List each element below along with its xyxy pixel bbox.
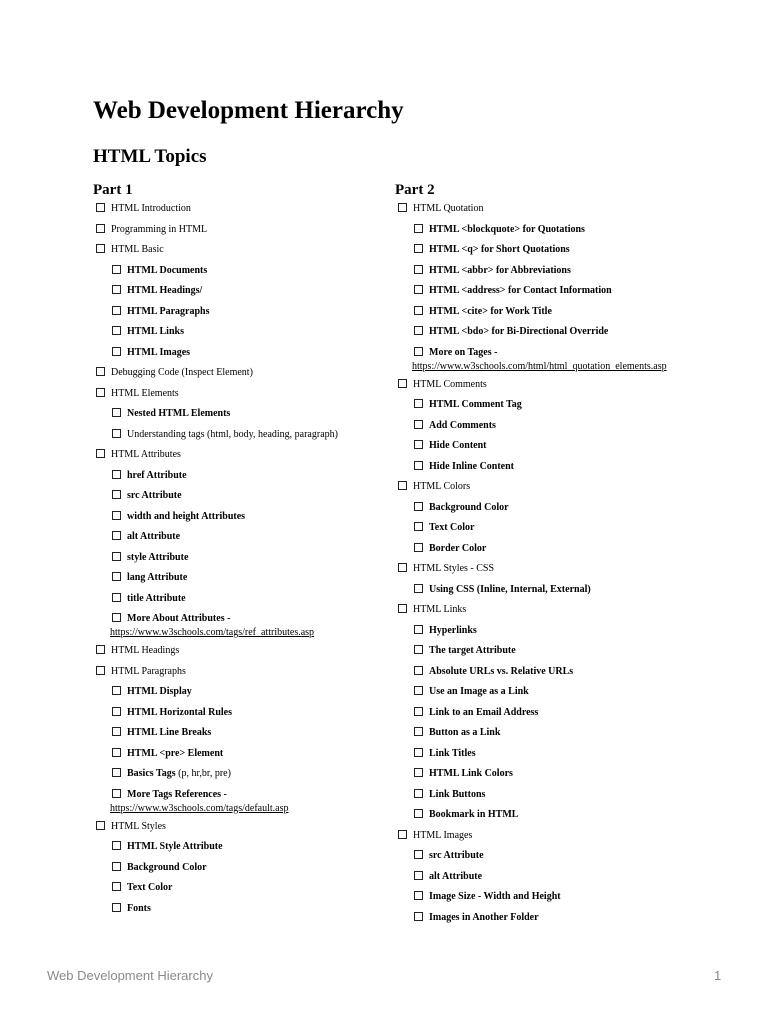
item-note: (p, hr,br, pre) [175, 768, 231, 779]
checklist-row [414, 461, 514, 472]
checklist-item [93, 469, 393, 490]
checklist-item [395, 911, 695, 932]
checklist-row [112, 572, 187, 583]
item-label: lang Attribute [127, 572, 188, 583]
item-label: Debugging Code (Inspect Element) [111, 367, 253, 378]
checklist-row [112, 511, 245, 522]
reference-link[interactable]: https://www.w3schools.com/tags/default.asp [110, 802, 289, 814]
item-label: Fonts [127, 902, 151, 914]
checkbox[interactable] [398, 563, 407, 572]
checkbox[interactable] [96, 449, 105, 458]
checklist-item [93, 530, 393, 551]
checklist-item [395, 521, 695, 542]
checklist-item [395, 562, 695, 583]
checkbox[interactable] [414, 265, 423, 274]
checklist-row [112, 408, 230, 419]
checklist-item [93, 284, 393, 305]
checklist-row [414, 686, 529, 697]
checklist-row [96, 388, 179, 399]
item-label: HTML Comments [413, 378, 487, 390]
checklist-item [93, 820, 393, 841]
checklist-item [395, 243, 695, 264]
checklist-item [93, 428, 393, 449]
checkbox[interactable] [112, 490, 121, 499]
item-label: HTML <bdo> for Bi-Directional Override [429, 326, 609, 337]
checklist-row [96, 224, 207, 235]
item-label: Hide Inline Content [429, 460, 515, 472]
item-label: HTML Horizontal Rules [127, 706, 232, 718]
item-label: HTML <blockquote> for Quotations [429, 223, 585, 235]
checklist-row [414, 285, 612, 296]
checkbox[interactable] [414, 707, 423, 716]
item-label: HTML Comment Tag [429, 399, 522, 410]
checklist-item [395, 480, 695, 501]
reference-link[interactable]: https://www.w3schools.com/tags/ref_attributes.asp [110, 627, 315, 638]
checklist-row [414, 625, 477, 636]
checklist-item [93, 881, 393, 902]
checklist-row [414, 244, 570, 255]
checklist-row [112, 789, 227, 800]
checklist-item [93, 902, 393, 923]
checkbox[interactable] [112, 531, 121, 540]
checklist-item [395, 726, 695, 747]
checklist-row [96, 645, 179, 656]
checklist [395, 202, 695, 931]
item-label: HTML Display [127, 686, 192, 697]
checklist-row [112, 429, 338, 440]
item-label: HTML Paragraphs [111, 665, 186, 677]
footer-title: Web Development Hierarchy [47, 968, 213, 983]
item-label: Add Comments [429, 419, 496, 431]
item-label: Use an Image as a Link [429, 686, 529, 697]
checklist-item [93, 305, 393, 326]
checkbox[interactable] [414, 891, 423, 900]
checklist-item [395, 542, 695, 563]
checklist-item [395, 603, 695, 624]
checkbox[interactable] [414, 440, 423, 449]
checklist-item [395, 644, 695, 665]
item-label: Background Color [429, 501, 509, 513]
checkbox[interactable] [414, 543, 423, 552]
checklist-item [395, 829, 695, 850]
checklist-item [395, 583, 695, 604]
checkbox[interactable] [414, 306, 423, 315]
item-label: HTML Headings [111, 645, 180, 656]
item-label: Link to an Email Address [429, 706, 539, 718]
checkbox[interactable] [414, 912, 423, 921]
checkbox[interactable] [112, 903, 121, 912]
checklist-row [112, 903, 151, 914]
item-label: Link Buttons [429, 788, 486, 800]
item-label: style Attribute [127, 551, 189, 563]
checklist-item [93, 202, 393, 223]
checklist-item [93, 489, 393, 510]
checklist-row [414, 522, 474, 533]
item-label: Image Size - Width and Height [429, 891, 561, 902]
item-label: HTML Headings/ [127, 285, 203, 296]
item-label: HTML <abbr> for Abbreviations [429, 264, 571, 276]
checklist-row [414, 707, 538, 718]
column-heading: Part 1 [93, 182, 133, 198]
checkbox[interactable] [398, 830, 407, 839]
checklist-row [112, 593, 186, 604]
item-label: HTML <pre> Element [127, 747, 224, 759]
checkbox[interactable] [414, 645, 423, 654]
item-label: alt Attribute [429, 870, 483, 882]
checklist-row [414, 224, 585, 235]
checkbox[interactable] [96, 203, 105, 212]
item-label: Understanding tags (html, body, heading, paragraph) [127, 428, 338, 440]
item-label: HTML Styles - CSS [413, 563, 495, 574]
checklist-item [93, 264, 393, 285]
item-label: HTML Styles [111, 820, 166, 832]
checkbox[interactable] [398, 379, 407, 388]
item-label: title Attribute [127, 592, 186, 604]
checklist-item [395, 439, 695, 460]
checklist-row [398, 481, 470, 492]
item-label: href Attribute [127, 469, 187, 481]
item-label: HTML Links [413, 604, 467, 615]
item-label: Text Color [127, 882, 173, 893]
checklist-row [112, 490, 182, 501]
checklist-item [395, 398, 695, 419]
checklist-row [112, 862, 207, 873]
checkbox[interactable] [96, 244, 105, 253]
checklist-item [395, 501, 695, 522]
checklist-row [112, 727, 211, 738]
checkbox[interactable] [414, 686, 423, 695]
item-label: HTML <cite> for Work Title [429, 305, 552, 317]
checkbox[interactable] [112, 306, 121, 315]
item-label: HTML Basic [111, 244, 164, 255]
checkbox[interactable] [414, 347, 423, 356]
item-label: Images in Another Folder [429, 911, 539, 923]
checkbox[interactable] [414, 768, 423, 777]
checkbox[interactable] [112, 552, 121, 561]
item-label: Programming in HTML [111, 223, 208, 235]
checklist-item [93, 551, 393, 572]
item-label: Absolute URLs vs. Relative URLs [429, 665, 574, 677]
checkbox[interactable] [414, 748, 423, 757]
checkbox[interactable] [414, 399, 423, 408]
item-label: More Tags References - [127, 788, 227, 800]
checklist-row [112, 613, 230, 624]
checklist-item [395, 346, 695, 374]
checkbox[interactable] [112, 707, 121, 716]
checklist-row [112, 686, 192, 697]
item-label: The target Attribute [429, 645, 516, 656]
item-label: Button as a Link [429, 727, 501, 738]
checkbox[interactable] [112, 613, 121, 622]
checklist-row [414, 326, 608, 337]
checkbox[interactable] [414, 584, 423, 593]
checklist-item [395, 460, 695, 481]
item-label: Text Color [429, 522, 475, 533]
checkbox[interactable] [96, 388, 105, 397]
checkbox[interactable] [112, 768, 121, 777]
checklist-item [93, 346, 393, 367]
item-label: HTML Colors [413, 481, 471, 492]
checklist-row [414, 265, 571, 276]
checklist-row [112, 882, 172, 893]
checklist-row [398, 604, 466, 615]
checklist-row [414, 666, 573, 677]
checklist-row [414, 768, 513, 779]
checklist-row [112, 265, 207, 276]
checkbox[interactable] [112, 572, 121, 581]
checklist-item [93, 407, 393, 428]
checklist-item [395, 747, 695, 768]
checklist-item [93, 592, 393, 613]
checkbox[interactable] [414, 625, 423, 634]
checkbox[interactable] [414, 789, 423, 798]
checklist-item [395, 325, 695, 346]
checklist-row [414, 809, 518, 820]
checkbox[interactable] [112, 882, 121, 891]
item-label: Using CSS (Inline, Internal, External) [429, 583, 591, 595]
reference-link[interactable]: https://www.w3schools.com/html/html_quotation_elements.asp [412, 360, 667, 372]
checkbox[interactable] [414, 461, 423, 470]
checkbox[interactable] [112, 748, 121, 757]
checklist-item [395, 419, 695, 440]
checklist-item [395, 665, 695, 686]
checklist-item [395, 685, 695, 706]
checkbox[interactable] [414, 244, 423, 253]
checklist-row [112, 748, 223, 759]
item-label: HTML Images [413, 829, 473, 841]
checkbox[interactable] [112, 862, 121, 871]
checklist-row [398, 379, 487, 390]
checklist-row [96, 367, 253, 378]
checklist-row [112, 841, 223, 852]
checklist-row [414, 420, 496, 431]
item-label: Nested HTML Elements [127, 408, 231, 419]
checklist-row [414, 543, 486, 554]
item-label: Background Color [127, 861, 207, 873]
checkbox[interactable] [414, 727, 423, 736]
checklist-row [112, 306, 210, 317]
checklist-item [93, 612, 393, 640]
checkbox[interactable] [96, 821, 105, 830]
checklist-item [93, 644, 393, 665]
item-label: Hide Content [429, 440, 487, 451]
checklist-row [96, 449, 181, 460]
column-part-2 [395, 180, 695, 931]
checkbox[interactable] [112, 511, 121, 520]
checklist-row [414, 748, 476, 759]
item-label: src Attribute [429, 850, 484, 861]
checkbox[interactable] [112, 470, 121, 479]
checklist-item [93, 840, 393, 861]
column-part-1 [93, 180, 393, 922]
item-label: width and height Attributes [127, 510, 246, 522]
checklist-row [414, 347, 497, 358]
checklist-item [395, 378, 695, 399]
checklist-row [96, 203, 191, 214]
item-label: HTML Links [127, 326, 184, 337]
checklist-row [112, 707, 232, 718]
checkbox[interactable] [96, 666, 105, 675]
page-title: Web Development Hierarchy [93, 97, 404, 124]
checklist-item [93, 726, 393, 747]
item-label: More on Tages - [429, 346, 498, 358]
checklist-row [414, 440, 487, 451]
item-label: Basics Tags [127, 768, 176, 779]
checklist-row [96, 666, 186, 677]
checkbox[interactable] [112, 727, 121, 736]
checklist-item [395, 305, 695, 326]
checklist-item [395, 870, 695, 891]
item-label: HTML Images [127, 346, 191, 358]
checklist-item [93, 510, 393, 531]
checklist-row [414, 306, 552, 317]
checklist-row [112, 347, 190, 358]
item-label: More About Attributes - [127, 613, 231, 624]
checklist-item [395, 849, 695, 870]
item-label: HTML Link Colors [429, 768, 513, 779]
checkbox[interactable] [414, 224, 423, 233]
checkbox[interactable] [414, 326, 423, 335]
checklist-item [93, 685, 393, 706]
checklist-item [395, 788, 695, 809]
item-label: HTML Elements [111, 387, 179, 399]
checkbox[interactable] [398, 604, 407, 613]
checklist-row [112, 552, 188, 563]
checkbox[interactable] [414, 809, 423, 818]
checklist-row [414, 399, 522, 410]
checklist-item [93, 223, 393, 244]
checklist-item [395, 284, 695, 305]
checklist-row [414, 502, 509, 513]
checklist-item [395, 706, 695, 727]
checkbox[interactable] [414, 285, 423, 294]
checkbox[interactable] [112, 408, 121, 417]
checklist-row [414, 789, 485, 800]
page-number: 1 [714, 968, 722, 983]
checklist-item [395, 202, 695, 223]
checkbox[interactable] [112, 285, 121, 294]
item-label: HTML Style Attribute [127, 841, 223, 852]
checkbox[interactable] [398, 481, 407, 490]
item-label: HTML Paragraphs [127, 305, 210, 317]
checklist-row [112, 768, 231, 779]
item-label: HTML Introduction [111, 203, 191, 214]
checkbox[interactable] [112, 789, 121, 798]
checkbox[interactable] [398, 203, 407, 212]
item-label: HTML Documents [127, 264, 208, 276]
checklist-row [112, 531, 180, 542]
checklist-row [414, 645, 516, 656]
checklist-row [414, 727, 500, 738]
checklist-row [112, 470, 187, 481]
checklist-item [93, 448, 393, 469]
checkbox[interactable] [414, 850, 423, 859]
checkbox[interactable] [112, 593, 121, 602]
checklist-item [93, 767, 393, 788]
checklist-item [395, 890, 695, 911]
checklist-item [395, 223, 695, 244]
checkbox[interactable] [96, 224, 105, 233]
checkbox[interactable] [112, 841, 121, 850]
checkbox[interactable] [112, 347, 121, 356]
checklist-item [93, 387, 393, 408]
checklist-row [414, 584, 591, 595]
checklist-item [93, 243, 393, 264]
checkbox[interactable] [96, 367, 105, 376]
checklist-row [398, 563, 494, 574]
item-label: HTML <q> for Short Quotations [429, 244, 570, 255]
checklist-row [414, 850, 484, 861]
item-label: HTML Quotation [413, 203, 484, 214]
checkbox[interactable] [112, 429, 121, 438]
item-label: Border Color [429, 542, 487, 554]
checklist-row [414, 912, 539, 923]
checkbox[interactable] [414, 522, 423, 531]
item-label: HTML Attributes [111, 449, 181, 460]
checklist-item [93, 571, 393, 592]
item-label: HTML Line Breaks [127, 727, 212, 738]
item-label: HTML <address> for Contact Information [429, 285, 612, 296]
checklist-item [93, 325, 393, 346]
item-label: Bookmark in HTML [429, 809, 519, 820]
checkbox[interactable] [112, 686, 121, 695]
checklist-item [93, 861, 393, 882]
checkbox[interactable] [112, 265, 121, 274]
checklist-item [395, 624, 695, 645]
checklist-item [93, 747, 393, 768]
checkbox[interactable] [96, 645, 105, 654]
item-label: Link Titles [429, 747, 476, 759]
checkbox[interactable] [414, 502, 423, 511]
checklist-item [395, 264, 695, 285]
item-label: alt Attribute [127, 531, 181, 542]
checklist-row [414, 871, 482, 882]
column-heading: Part 2 [395, 182, 435, 198]
checklist-item [93, 706, 393, 727]
checklist-row [398, 830, 472, 841]
checklist-item [93, 665, 393, 686]
checkbox[interactable] [414, 420, 423, 429]
checklist-item [93, 366, 393, 387]
checklist-row [112, 326, 184, 337]
checkbox[interactable] [112, 326, 121, 335]
checklist-item [395, 808, 695, 829]
checklist-item [93, 788, 393, 816]
checklist-row [96, 821, 166, 832]
section-title: HTML Topics [93, 146, 207, 167]
checklist-item [395, 767, 695, 788]
checklist-row [414, 891, 561, 902]
checklist-row [112, 285, 202, 296]
checklist [93, 202, 393, 922]
item-label: src Attribute [127, 490, 182, 501]
checkbox[interactable] [414, 666, 423, 675]
checklist-row [96, 244, 164, 255]
checkbox[interactable] [414, 871, 423, 880]
checklist-row [398, 203, 483, 214]
item-label: Hyperlinks [429, 624, 477, 636]
